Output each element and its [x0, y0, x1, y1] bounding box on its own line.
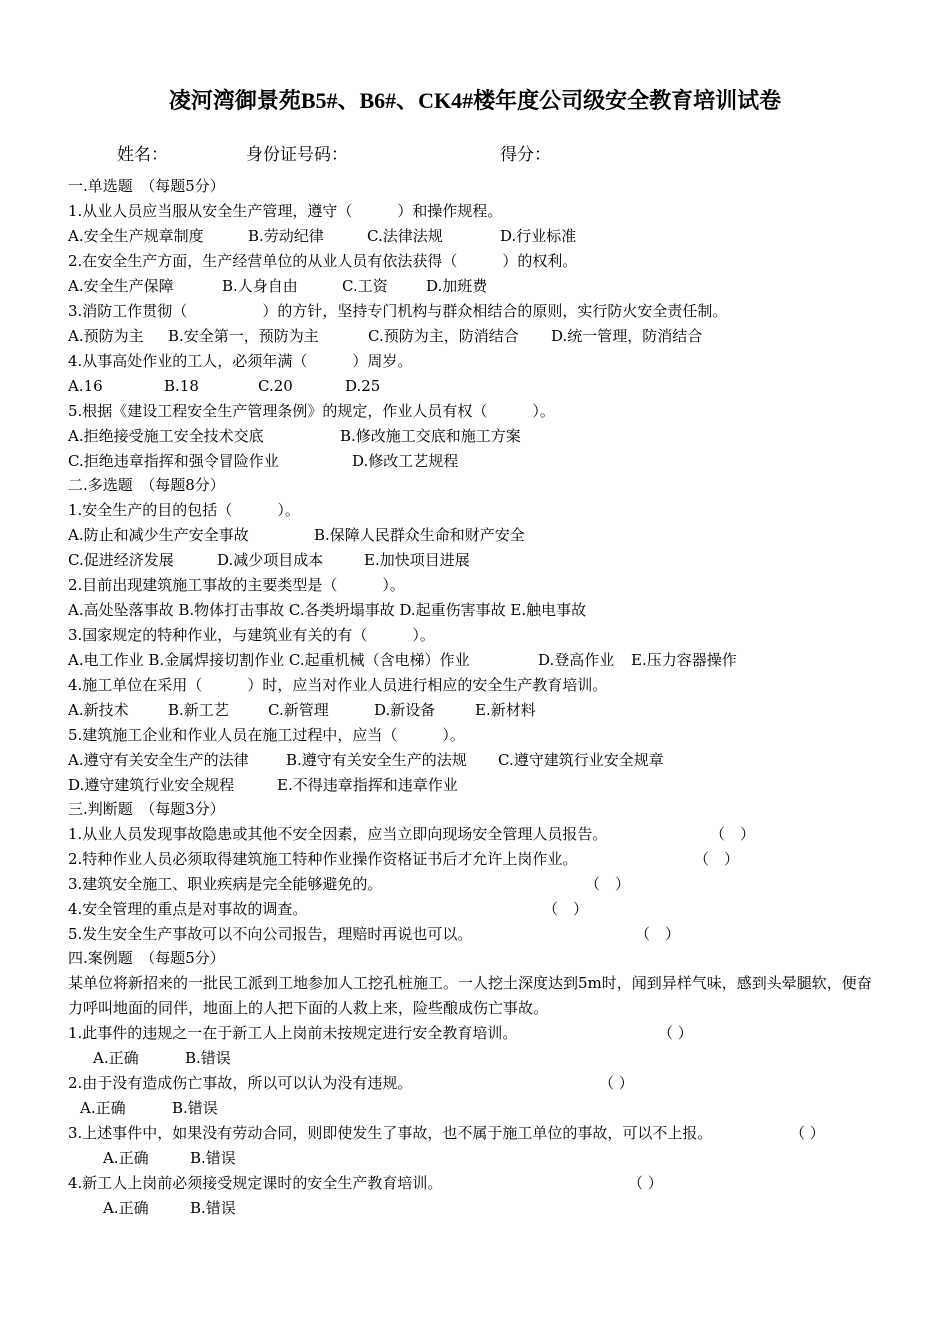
option-row	[0, 550, 950, 570]
option: C.促进经济发展	[68, 551, 174, 569]
option-row	[0, 750, 950, 770]
option: D.登高作业	[538, 651, 615, 669]
option: A.遵守有关安全生产的法律	[68, 751, 249, 769]
case-item	[0, 1073, 950, 1093]
question-text: 4.施工单位在采用（ ）时，应当对作业人员进行相应的安全生产教育培训。	[68, 676, 608, 694]
case-description: 某单位将新招来的一批民工派到工地参加人工挖孔桩施工。一人挖土深度达到5m时，闻到异样气味，感到头晕腿软，便奋力呼叫地面的同伴，地面上的人把下面的人救上来，险些酿成伤亡事故。	[68, 974, 872, 1017]
option: B.修改施工交底和施工方案	[340, 427, 521, 445]
option: B.保障人民群众生命和财产安全	[314, 526, 525, 544]
option: C.新管理	[268, 701, 329, 719]
option: A.安全生产保障	[68, 277, 174, 295]
section-case-study: 四.案例题 （每题5分）	[68, 949, 225, 967]
option: C.法律法规	[367, 227, 443, 245]
option: B.18	[164, 377, 199, 395]
option: C.预防为主，防消结合	[368, 327, 519, 345]
option: D.新设备	[374, 701, 436, 719]
option-wrong: B.错误	[190, 1199, 236, 1217]
option-row	[0, 1098, 950, 1118]
question-text: 2.目前出现建筑施工事故的主要类型是（ ）。	[68, 576, 405, 594]
option-correct: A.正确	[80, 1099, 126, 1117]
option: E.压力容器操作	[631, 651, 737, 669]
option-correct: A.正确	[103, 1199, 149, 1217]
option-row	[0, 1148, 950, 1168]
question-text: 4.新工人上岗前必须接受规定课时的安全生产教育培训。	[68, 1174, 443, 1192]
option-row	[0, 525, 950, 545]
option-row	[0, 650, 950, 670]
option: C.20	[258, 377, 293, 395]
option-wrong: B.错误	[172, 1099, 218, 1117]
option-row	[0, 426, 950, 446]
question-text: 2.特种作业人员必须取得建筑施工特种作业操作资格证书后才允许上岗作业。	[68, 850, 578, 868]
score-label: 得分：	[500, 145, 551, 165]
option: A.安全生产规章制度	[68, 227, 204, 245]
option: B.劳动纪律	[248, 227, 324, 245]
question-text: 1.从业人员应当服从安全生产管理，遵守（ ）和操作规程。	[68, 202, 503, 220]
option: C.遵守建筑行业安全规章	[498, 751, 664, 769]
question-text: 4.从事高处作业的工人，必须年满（ ）周岁。	[68, 352, 413, 370]
judgement-item	[0, 874, 950, 894]
answer-paren: （ ）	[658, 1024, 693, 1042]
question-text: 1.此事件的违规之一在于新工人上岗前未按规定进行安全教育培训。	[68, 1024, 518, 1042]
id-number-label: 身份证号码：	[246, 145, 348, 165]
option-correct: A.正确	[103, 1149, 149, 1167]
option: C.工资	[342, 277, 388, 295]
section-multiple-choice: 二.多选题 （每题8分）	[68, 476, 225, 494]
answer-paren: （ ）	[585, 875, 631, 893]
option-row	[0, 775, 950, 795]
option: B.遵守有关安全生产的法规	[286, 751, 467, 769]
option-wrong: B.错误	[185, 1049, 231, 1067]
option: D.减少项目成本	[217, 551, 324, 569]
option-row	[0, 1048, 950, 1068]
question-text: 5.发生安全生产事故可以不向公司报告，理赔时再说也可以。	[68, 925, 473, 943]
option: B.人身自由	[222, 277, 298, 295]
answer-paren: （ ）	[628, 1174, 663, 1192]
option-row	[0, 700, 950, 720]
option: B.安全第一，预防为主	[168, 327, 319, 345]
option: D.行业标准	[500, 227, 577, 245]
option-row	[0, 276, 950, 296]
judgement-item	[0, 899, 950, 919]
judgement-item	[0, 824, 950, 844]
option: D.25	[345, 377, 381, 395]
option-correct: A.正确	[93, 1049, 139, 1067]
option-row	[0, 376, 950, 396]
case-item	[0, 1023, 950, 1043]
answer-paren: （ ）	[635, 925, 681, 943]
question-text: 3.消防工作贯彻（ ）的方针，坚持专门机构与群众相结合的原则，实行防火安全责任制。	[68, 302, 728, 320]
question-text: 2.由于没有造成伤亡事故，所以可以认为没有违规。	[68, 1074, 413, 1092]
option: E.加快项目进展	[364, 551, 470, 569]
option: D.遵守建筑行业安全规程	[68, 776, 235, 794]
question-text: 1.安全生产的目的包括（ ）。	[68, 501, 300, 519]
question-text: 5.根据《建设工程安全生产管理条例》的规定，作业人员有权（ ）。	[68, 402, 555, 420]
option: A.新技术	[68, 701, 129, 719]
option: A.预防为主	[68, 327, 144, 345]
option: A.16	[68, 377, 103, 395]
option: A.防止和减少生产安全事故	[68, 526, 249, 544]
option: E.不得违章指挥和违章作业	[277, 776, 458, 794]
case-item	[0, 1123, 950, 1143]
answer-paren: （ ）	[694, 850, 740, 868]
judgement-item	[0, 849, 950, 869]
question-text: 1.从业人员发现事故隐患或其他不安全因素，应当立即向现场安全管理人员报告。	[68, 825, 608, 843]
case-item	[0, 1173, 950, 1193]
option-wrong: B.错误	[190, 1149, 236, 1167]
option: D.统一管理，防消结合	[551, 327, 703, 345]
option: A.电工作业 B.金属焊接切割作业 C.起重机械（含电梯）作业	[68, 651, 470, 669]
answer-paren: （ ）	[599, 1074, 634, 1092]
answer-paren: （ ）	[543, 900, 589, 918]
section-true-false: 三.判断题 （每题3分）	[68, 800, 225, 818]
name-label: 姓名：	[117, 145, 168, 165]
option: B.新工艺	[168, 701, 229, 719]
option: D.修改工艺规程	[352, 452, 459, 470]
option-row	[0, 451, 950, 471]
option: A.拒绝接受施工安全技术交底	[68, 427, 264, 445]
option-row	[0, 226, 950, 246]
option: E.新材料	[475, 701, 536, 719]
option-row	[0, 326, 950, 346]
judgement-item	[0, 924, 950, 944]
option-row	[0, 1198, 950, 1218]
question-text: 3.国家规定的特种作业，与建筑业有关的有（ ）。	[68, 626, 435, 644]
option: C.拒绝违章指挥和强令冒险作业	[68, 452, 279, 470]
option-row: A.高处坠落事故 B.物体打击事故 C.各类坍塌事故 D.起重伤害事故 E.触电事故	[68, 601, 587, 619]
question-text: 5.建筑施工企业和作业人员在施工过程中，应当（ ）。	[68, 726, 465, 744]
answer-paren: （ ）	[790, 1124, 825, 1142]
question-text: 3.建筑安全施工、职业疾病是完全能够避免的。	[68, 875, 383, 893]
page-title: 凌河湾御景苑B5#、B6#、CK4#楼年度公司级安全教育培训试卷	[168, 88, 782, 113]
answer-paren: （ ）	[710, 825, 756, 843]
question-text: 4.安全管理的重点是对事故的调查。	[68, 900, 308, 918]
option: D.加班费	[426, 277, 488, 295]
question-text: 2.在安全生产方面，生产经营单位的从业人员有依法获得（ ）的权利。	[68, 252, 578, 270]
question-text: 3.上述事件中，如果没有劳动合同，则即使发生了事故，也不属于施工单位的事故，可以不上报。	[68, 1124, 713, 1142]
section-single-choice: 一.单选题 （每题5分）	[68, 177, 225, 195]
